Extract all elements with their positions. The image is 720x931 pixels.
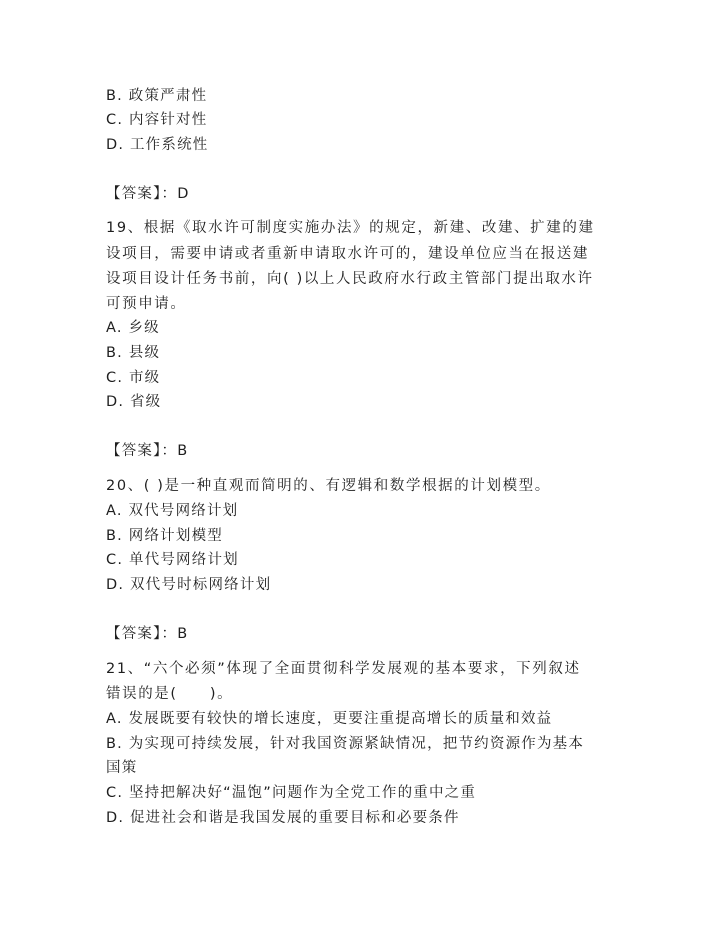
q19-option-b: B. 县级 xyxy=(106,345,161,361)
q21-option-a: A. 发展既要有较快的增长速度，更要注重提高增长的质量和效益 xyxy=(106,711,553,727)
q21-text-line-2: 错误的是( )。 xyxy=(106,686,234,702)
q19-text-line-2: 设项目，需要申请或者重新申请取水许可的，建设单位应当在报送建 xyxy=(106,246,589,262)
q21-option-b-cont: 国策 xyxy=(106,760,138,776)
q19-option-d: D. 省级 xyxy=(106,394,162,410)
q19-option-c: C. 市级 xyxy=(106,370,161,386)
q21-option-d: D. 促进社会和谐是我国发展的重要目标和必要条件 xyxy=(106,810,460,826)
option-d-prev: D. 工作系统性 xyxy=(106,137,209,153)
q19-text-line-4: 可预申请。 xyxy=(106,296,187,312)
option-c-prev: C. 内容针对性 xyxy=(106,112,208,128)
q20-option-d: D. 双代号时标网络计划 xyxy=(106,577,272,593)
q20-text-line-1: 20、( )是一种直观而简明的、有逻辑和数学根据的计划模型。 xyxy=(106,478,551,494)
q20-answer: 【答案】：B xyxy=(106,626,189,642)
option-b-prev: B. 政策严肃性 xyxy=(106,88,208,104)
answer-prev: 【答案】：D xyxy=(106,186,190,202)
q20-option-a: A. 双代号网络计划 xyxy=(106,503,239,519)
q20-option-c: C. 单代号网络计划 xyxy=(106,552,239,568)
q19-text-line-1: 19、根据《取水许可制度实施办法》的规定，新建、改建、扩建的建 xyxy=(106,220,595,236)
q21-text-line-1: 21、“六个必须”体现了全面贯彻科学发展观的基本要求，下列叙述 xyxy=(106,661,581,677)
q19-answer: 【答案】：B xyxy=(106,443,189,459)
q19-text-line-3: 设项目设计任务书前，向( )以上人民政府水行政主管部门提出取水许 xyxy=(106,271,594,287)
q20-option-b: B. 网络计划模型 xyxy=(106,528,223,544)
q21-option-c: C. 坚持把解决好“温饱”问题作为全党工作的重中之重 xyxy=(106,785,477,801)
q21-option-b: B. 为实现可持续发展，针对我国资源紧缺情况，把节约资源作为基本 xyxy=(106,736,585,752)
q19-option-a: A. 乡级 xyxy=(106,320,160,336)
